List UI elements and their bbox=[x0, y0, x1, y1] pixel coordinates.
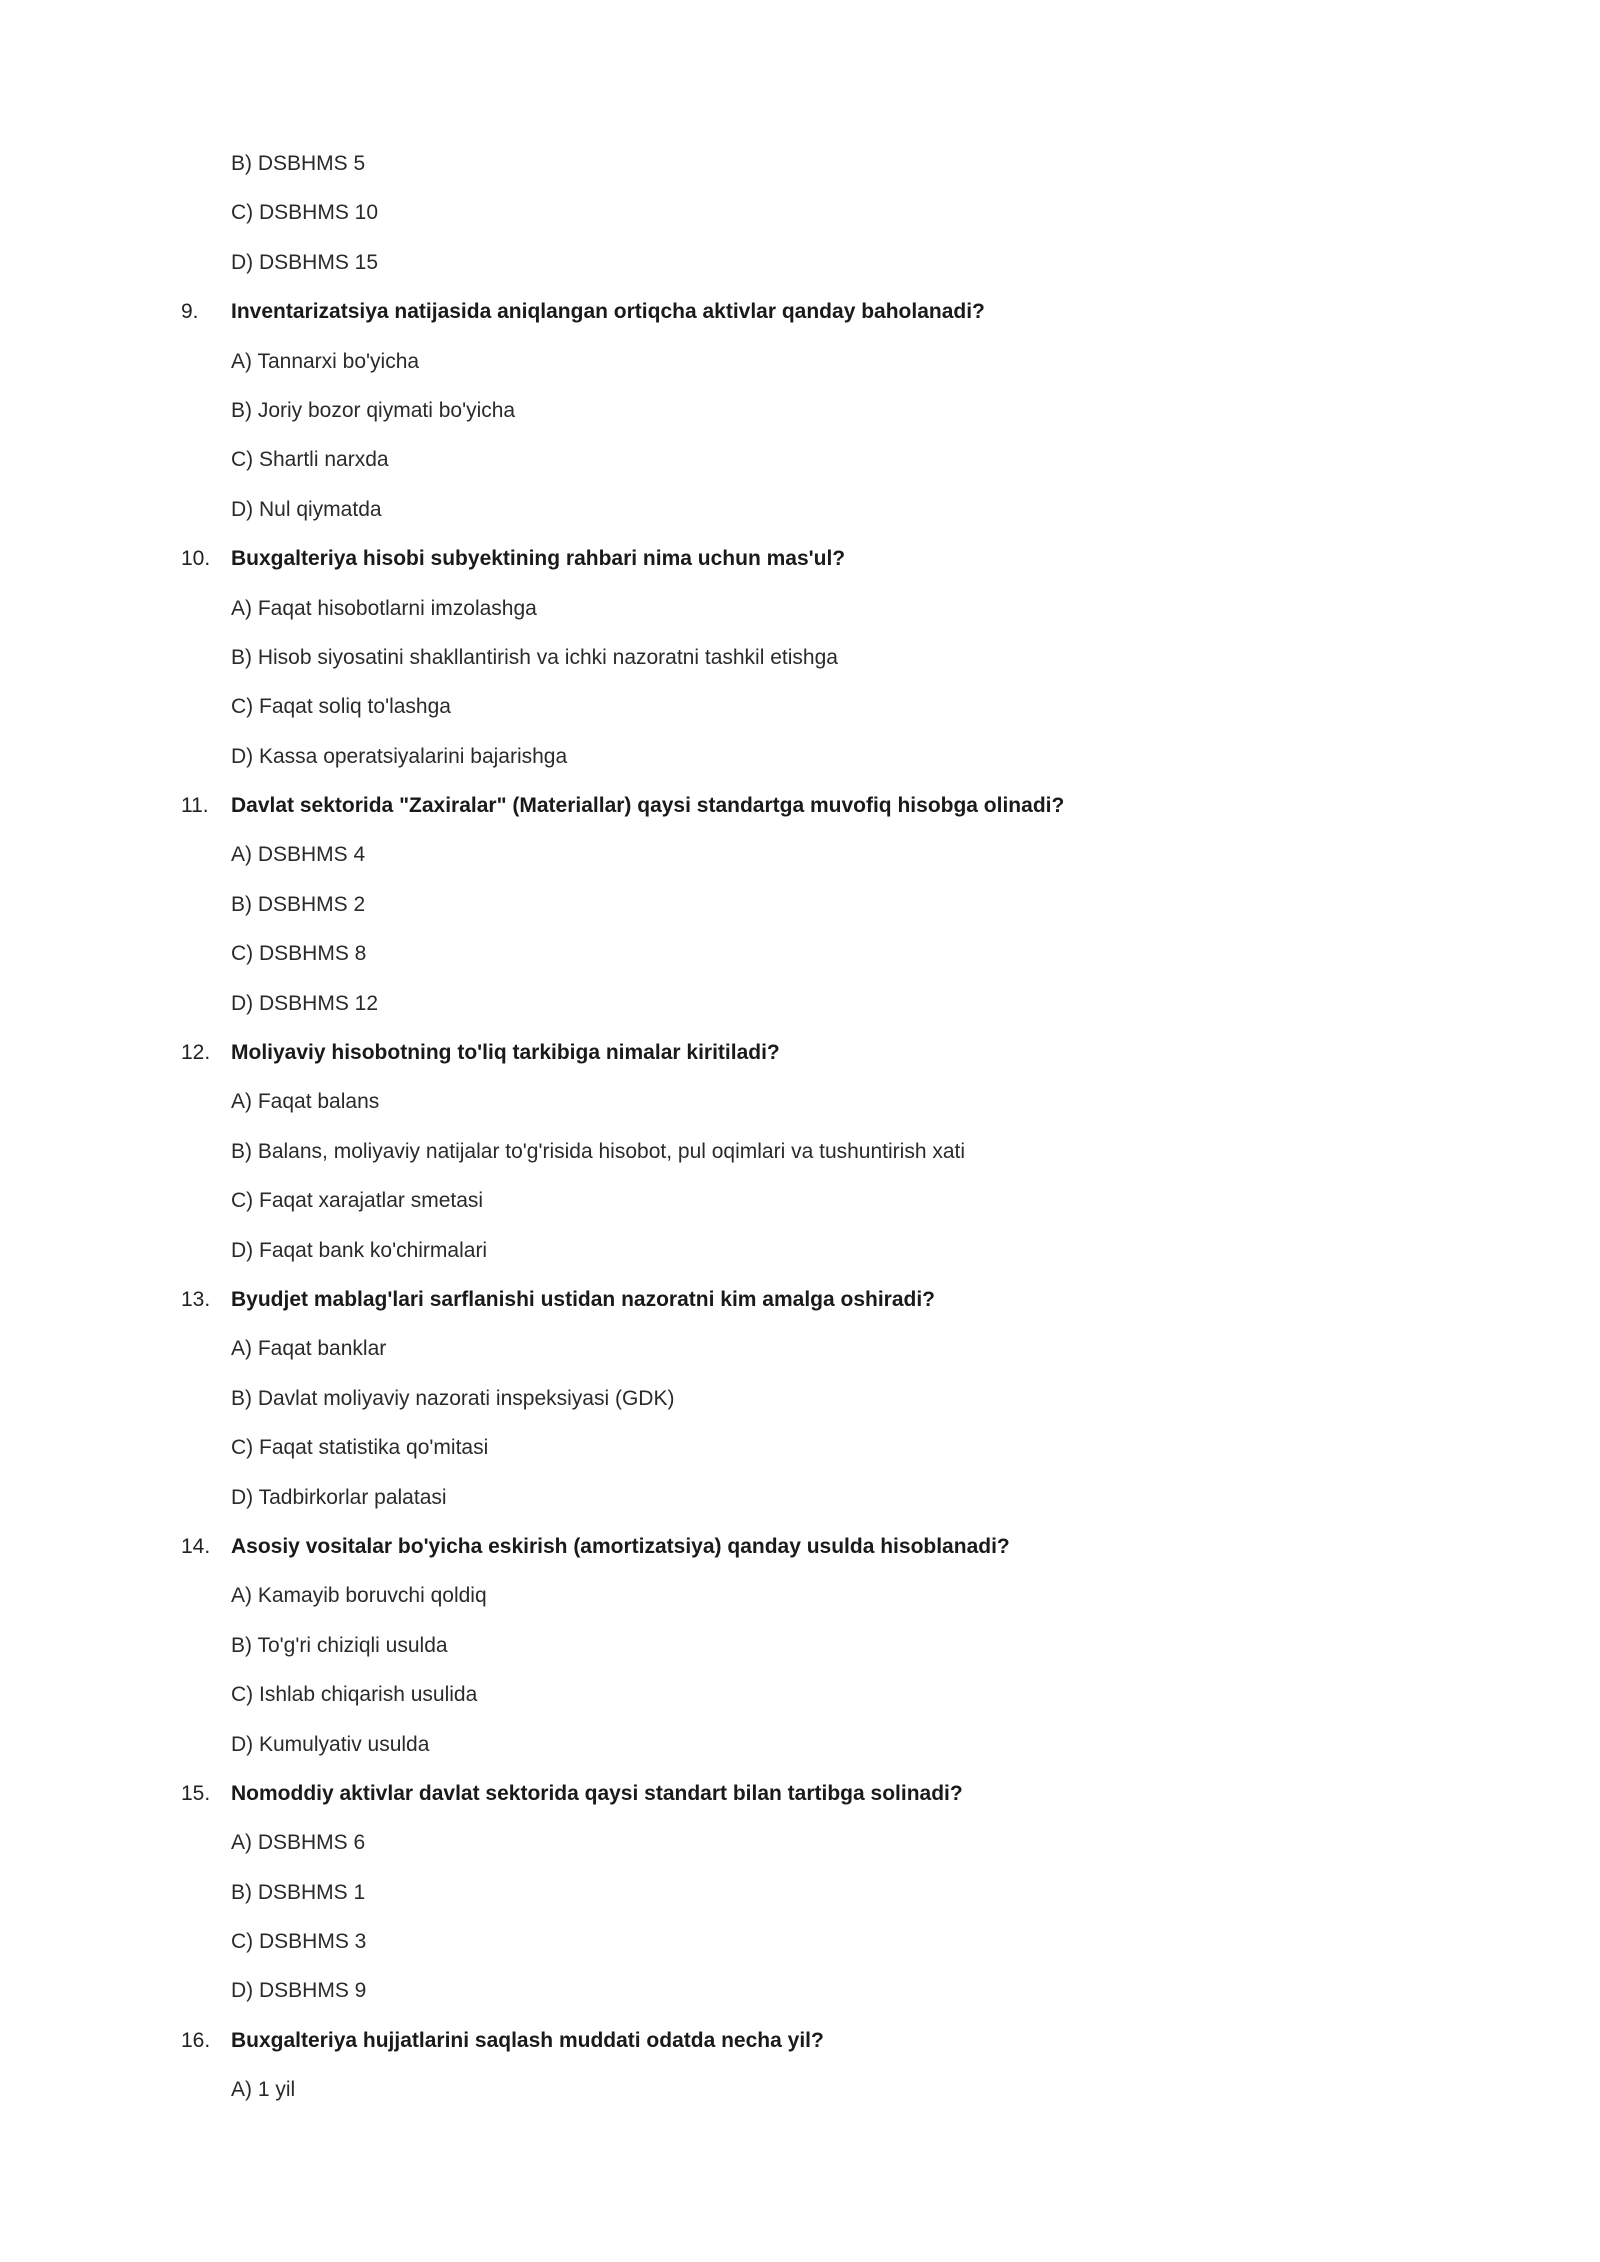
answer-option bbox=[0, 150, 1600, 199]
answer-option bbox=[0, 496, 1600, 545]
option-text: B) Hisob siyosatini shakllantirish va ichki nazoratni tashkil etishga bbox=[231, 645, 838, 669]
answer-option bbox=[0, 743, 1600, 792]
option-text: A) Faqat banklar bbox=[231, 1337, 387, 1361]
answer-option bbox=[0, 940, 1600, 989]
option-text: A) Tannarxi bo'yicha bbox=[231, 349, 420, 373]
option-text: D) Kassa operatsiyalarini bajarishga bbox=[231, 744, 568, 768]
answer-option bbox=[0, 1582, 1600, 1631]
question-text: Nomoddiy aktivlar davlat sektorida qaysi standart bilan tartibga solinadi? bbox=[231, 1781, 963, 1805]
answer-option bbox=[0, 397, 1600, 446]
answer-option bbox=[0, 1928, 1600, 1977]
question-number: 16. bbox=[181, 2028, 211, 2052]
question-text: Davlat sektorida "Zaxiralar" (Materiallar) qaysi standartga muvofiq hisobga olinadi? bbox=[231, 794, 1065, 818]
option-text: C) Ishlab chiqarish usulida bbox=[231, 1683, 478, 1707]
question-text: Inventarizatsiya natijasida aniqlangan ortiqcha aktivlar qanday baholanadi? bbox=[231, 300, 985, 324]
option-text: D) Nul qiymatda bbox=[231, 497, 382, 521]
question-number: 15. bbox=[181, 1781, 211, 1805]
answer-option bbox=[0, 348, 1600, 397]
answer-option bbox=[0, 2076, 1600, 2125]
question-text: Moliyaviy hisobotning to'liq tarkibiga nimalar kiritiladi? bbox=[231, 1041, 780, 1065]
answer-option bbox=[0, 1237, 1600, 1286]
option-text: D) Tadbirkorlar palatasi bbox=[231, 1485, 447, 1509]
option-text: A) Kamayib boruvchi qoldiq bbox=[231, 1584, 487, 1608]
question-12 bbox=[0, 1039, 1600, 1088]
question-14 bbox=[0, 1533, 1600, 1582]
answer-option bbox=[0, 249, 1600, 298]
answer-option bbox=[0, 1434, 1600, 1483]
answer-option bbox=[0, 1138, 1600, 1187]
question-9 bbox=[0, 298, 1600, 347]
option-text: B) DSBHMS 5 bbox=[231, 152, 366, 175]
option-text: B) DSBHMS 1 bbox=[231, 1880, 366, 1904]
question-number: 12. bbox=[181, 1041, 211, 1065]
answer-option bbox=[0, 595, 1600, 644]
option-text: B) Davlat moliyaviy nazorati inspeksiyasi (GDK) bbox=[231, 1386, 675, 1410]
answer-option bbox=[0, 891, 1600, 940]
answer-option bbox=[0, 1385, 1600, 1434]
answer-option bbox=[0, 1088, 1600, 1137]
option-text: B) To'g'ri chiziqli usulda bbox=[231, 1633, 448, 1657]
option-text: D) DSBHMS 9 bbox=[231, 1979, 367, 2003]
answer-option bbox=[0, 199, 1600, 248]
answer-option bbox=[0, 1681, 1600, 1730]
answer-option bbox=[0, 644, 1600, 693]
option-text: A) Faqat balans bbox=[231, 1090, 380, 1114]
option-text: B) DSBHMS 2 bbox=[231, 892, 366, 916]
question-text: Byudjet mablag'lari sarflanishi ustidan nazoratni kim amalga oshiradi? bbox=[231, 1287, 936, 1311]
answer-option bbox=[0, 446, 1600, 495]
answer-option bbox=[0, 1977, 1600, 2026]
answer-option bbox=[0, 1829, 1600, 1878]
question-number: 10. bbox=[181, 547, 211, 571]
option-text: C) DSBHMS 8 bbox=[231, 942, 367, 966]
option-text: C) Faqat soliq to'lashga bbox=[231, 695, 451, 719]
question-list bbox=[0, 150, 1600, 2126]
answer-option bbox=[0, 1632, 1600, 1681]
option-text: A) DSBHMS 4 bbox=[231, 843, 366, 867]
answer-option bbox=[0, 1484, 1600, 1533]
answer-option bbox=[0, 990, 1600, 1039]
option-text: C) Faqat statistika qo'mitasi bbox=[231, 1436, 489, 1460]
question-number: 9. bbox=[181, 300, 199, 324]
option-text: A) Faqat hisobotlarni imzolashga bbox=[231, 596, 537, 620]
option-text: C) DSBHMS 10 bbox=[231, 201, 379, 225]
question-10 bbox=[0, 545, 1600, 594]
option-text: C) Shartli narxda bbox=[231, 448, 389, 472]
option-text: D) Kumulyativ usulda bbox=[231, 1732, 430, 1756]
answer-option bbox=[0, 1187, 1600, 1236]
question-text: Asosiy vositalar bo'yicha eskirish (amortizatsiya) qanday usulda hisoblanadi? bbox=[231, 1534, 1010, 1558]
answer-option bbox=[0, 693, 1600, 742]
answer-option bbox=[0, 1335, 1600, 1384]
option-text: D) Faqat bank ko'chirmalari bbox=[231, 1238, 488, 1262]
option-text: B) Balans, moliyaviy natijalar to'g'risida hisobot, pul oqimlari va tushuntirish xati bbox=[231, 1139, 966, 1163]
option-text: C) Faqat xarajatlar smetasi bbox=[231, 1189, 484, 1213]
answer-option bbox=[0, 1731, 1600, 1780]
option-text: C) DSBHMS 3 bbox=[231, 1930, 367, 1954]
option-text: D) DSBHMS 12 bbox=[231, 991, 379, 1015]
question-16 bbox=[0, 2027, 1600, 2076]
answer-option bbox=[0, 841, 1600, 890]
question-number: 11. bbox=[181, 794, 209, 818]
question-number: 14. bbox=[181, 1534, 211, 1558]
option-text: D) DSBHMS 15 bbox=[231, 250, 379, 274]
question-text: Buxgalteriya hujjatlarini saqlash muddati odatda necha yil? bbox=[231, 2028, 824, 2052]
option-text: B) Joriy bozor qiymati bo'yicha bbox=[231, 398, 516, 422]
question-13 bbox=[0, 1286, 1600, 1335]
option-text: A) 1 yil bbox=[231, 2078, 296, 2102]
question-text: Buxgalteriya hisobi subyektining rahbari nima uchun mas'ul? bbox=[231, 547, 846, 571]
answer-option bbox=[0, 1879, 1600, 1928]
option-text: A) DSBHMS 6 bbox=[231, 1831, 366, 1855]
question-number: 13. bbox=[181, 1287, 211, 1311]
question-15 bbox=[0, 1780, 1600, 1829]
question-11 bbox=[0, 792, 1600, 841]
